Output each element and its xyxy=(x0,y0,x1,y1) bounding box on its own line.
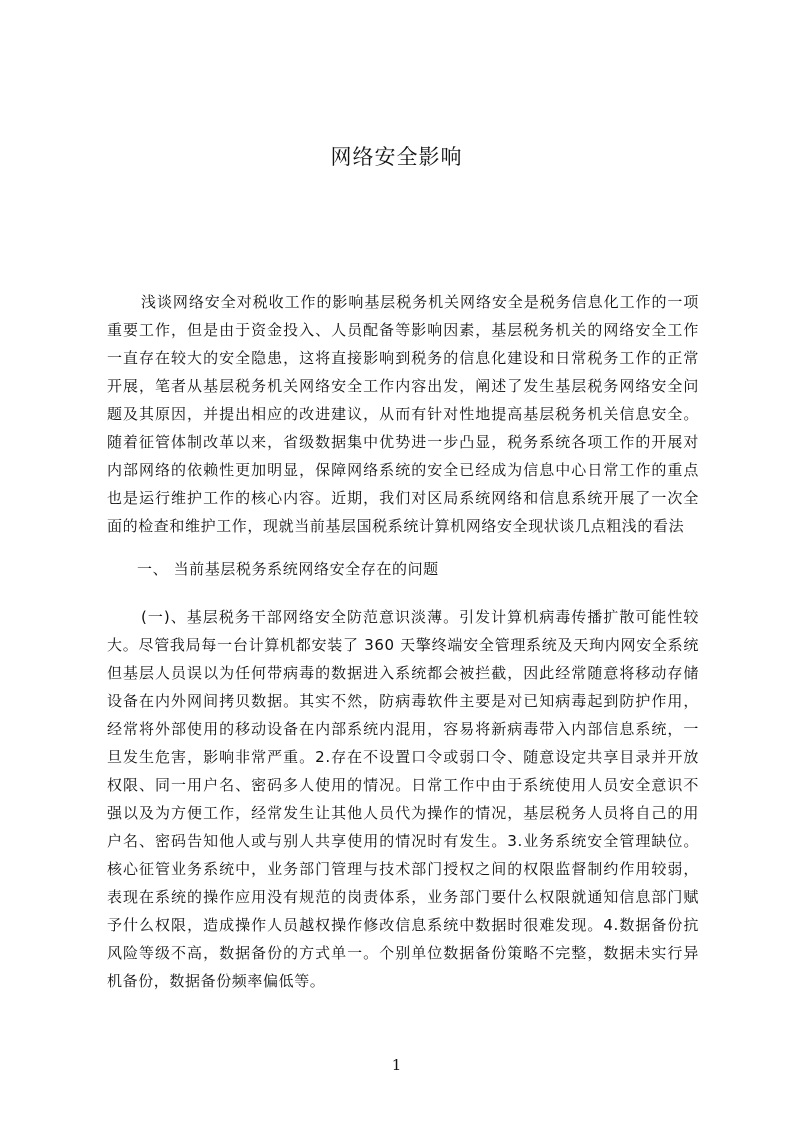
intro-paragraph: 浅谈网络安全对税收工作的影响基层税务机关网络安全是税务信息化工作的一项重要工作，但是由于资金投入、人员配备等影响因素，基层税务机关的网络安全工作一直存在较大的安全隐患，这将直接影响到税务的信息化建设和日常税务工作的正常开展，笔者从基层税务机关网络安全工作内容出发，阐述了发生基层税务网络安全问题及其原因，并提出相应的改进建议，从而有针对性地提高基层税务机关信息安全。随着征管体制改革以来，省级数据集中优势进一步凸显，税务系统各项工作的开展对内部网络的依赖性更加明显，保障网络系统的安全已经成为信息中心日常工作的重点也是运行维护工作的核心内容。近期，我们对区局系统网络和信息系统开展了一次全面的检查和维护工作，现就当前基层国税系统计算机网络安全现状谈几点粗浅的看法 xyxy=(107,293,699,535)
section-heading: 一、 当前基层税务系统网络安全存在的问题 xyxy=(137,560,439,578)
document-title: 网络安全影响 xyxy=(330,145,463,169)
body-paragraph: (一)、基层税务干部网络安全防范意识淡薄。引发计算机病毒传播扩散可能性较大。尽管我局每一台计算机都安装了 360 天擎终端安全管理系统及天珣内网安全系统但基层人员误以为任何带病毒的数据进入系统都会被拦截，因此经常随意将移动存储设备在内外网间拷贝数据。其实不然，防病毒软件主要是对已知病毒起到防护作用，经常将外部使用的移动设备在内部系统内混用，容易将新病毒带入内部信息系统，一旦发生危害，影响非常严重。2.存在不设置口令或弱口令、随意设定共享目录并开放权限、同一用户名、密码多人使用的情况。日常工作中由于系统使用人员安全意识不强以及为方便工作，经常发生让其他人员代为操作的情况，基层税务人员将自己的用户名、密码告知他人或与别人共享使用的情况时有发生。3.业务系统安全管理缺位。核心征管业务系统中，业务部门管理与技术部门授权之间的权限监督制约作用较弱，表现在系统的操作应用没有规范的岗责体系，业务部门要什么权限就通知信息部门赋予什么权限，造成操作人员越权操作修改信息系统中数据时很难发现。4.数据备份抗风险等级不高，数据备份的方式单一。个别单位数据备份策略不完整，数据未实行异机备份，数据备份频率偏低等。 xyxy=(107,608,699,990)
page-number: 1 xyxy=(391,1056,402,1074)
